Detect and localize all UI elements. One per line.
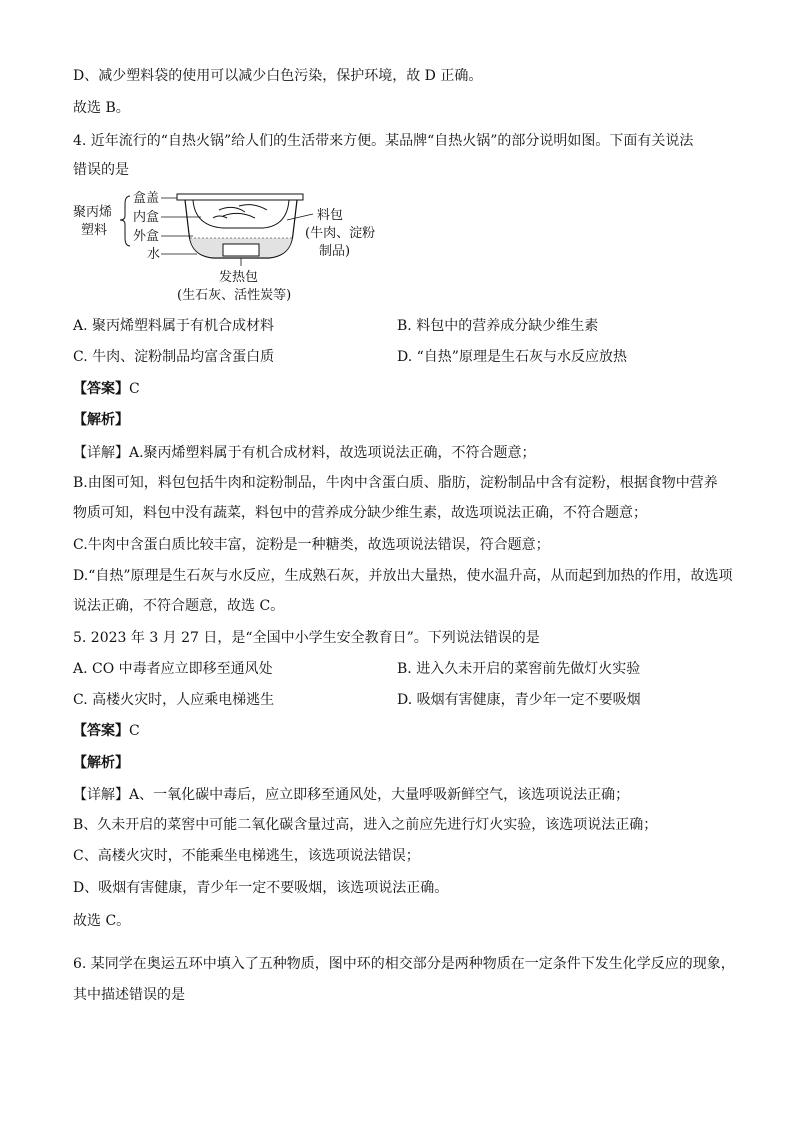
q4-detail-4: C.牛肉中含蛋白质比较丰富，淀粉是一种糖类，故选项说法错误，符合题意； — [73, 537, 550, 553]
answer-value: C — [129, 381, 140, 397]
q4-detail-3: 物质可知，料包中没有蔬菜，料包中的营养成分缺少维生素，故选项说法正确，不符合题意； — [73, 505, 647, 521]
q4-option-b: B. 料包中的营养成分缺少维生素 — [397, 318, 599, 334]
label-ingredient-content-2: 制品) — [319, 244, 351, 259]
label-plastic: 塑料 — [81, 223, 108, 238]
q4-detail-2: B.由图可知，料包包括牛肉和淀粉制品，牛肉中含蛋白质、脂肪，淀粉制品中含有淀粉，根据食物中营养 — [73, 475, 718, 491]
q4-stem-line-2: 错误的是 — [73, 162, 129, 178]
label-ingredient-pack: 料包 — [317, 208, 344, 223]
label-ingredient-content: (牛肉、淀粉 — [305, 226, 376, 241]
q4-option-d: D. “自热”原理是生石灰与水反应放热 — [397, 349, 627, 365]
q4-stem-line-1: 4. 近年流行的“自热火锅”给人们的生活带来方便。某品牌“自热火锅”的部分说明如图。下面有关说法 — [73, 133, 694, 149]
q5-analysis-label: 【解析】 — [73, 755, 129, 771]
q5-option-c: C. 高楼火灾时，人应乘电梯逃生 — [73, 692, 275, 708]
q5-stem: 5. 2023 年 3 月 27 日，是“全国中小学生安全教育日”。下列说法错误的是 — [73, 630, 540, 646]
q5-detail-3: C、高楼火灾时，不能乘坐电梯逃生，该选项说法错误； — [73, 848, 420, 864]
q4-option-a: A. 聚丙烯塑料属于有机合成材料 — [73, 318, 275, 334]
q5-choose: 故选 C。 — [73, 913, 131, 929]
q5-option-b: B. 进入久未开启的菜窖前先做灯火实验 — [397, 661, 641, 677]
label-lid: 盒盖 — [133, 191, 160, 206]
q4-analysis-label: 【解析】 — [73, 412, 129, 428]
q5-detail-4: D、吸烟有害健康，青少年一定不要吸烟，该选项说法正确。 — [73, 880, 449, 896]
label-heating-pack: 发热包 — [219, 270, 259, 285]
label-outer-box: 外盒 — [133, 229, 160, 244]
q6-stem-line-2: 其中描述错误的是 — [73, 987, 185, 1003]
label-water: 水 — [147, 247, 161, 262]
hotpot-figure — [73, 186, 376, 306]
q6-stem-line-1: 6. 某同学在奥运五环中填入了五种物质，图中环的相交部分是两种物质在一定条件下发生化学反应的现象， — [73, 956, 735, 972]
q5-option-a: A. CO 中毒者应立即移至通风处 — [73, 661, 273, 677]
line-intro-choose: 故选 B。 — [73, 100, 130, 116]
label-heating-pack-content: (生石灰、活性炭等) — [177, 288, 292, 303]
label-inner-box: 内盒 — [133, 210, 160, 225]
q4-detail-6: 说法正确，不符合题意，故选 C。 — [73, 598, 285, 614]
answer-label: 【答案】 — [73, 723, 129, 739]
q4-answer — [73, 379, 140, 399]
line-intro-d: D、减少塑料袋的使用可以减少白色污染，保护环境，故 D 正确。 — [73, 68, 483, 84]
q5-option-d: D. 吸烟有害健康，青少年一定不要吸烟 — [397, 692, 641, 708]
q5-detail-2: B、久未开启的菜窖中可能二氧化碳含量过高，进入之前应先进行灯火实验，该选项说法正确； — [73, 817, 658, 833]
label-polypropylene: 聚丙烯 — [73, 205, 113, 220]
q5-answer — [73, 721, 140, 741]
q4-option-c: C. 牛肉、淀粉制品均富含蛋白质 — [73, 349, 275, 365]
q5-detail-1: 【详解】A、一氧化碳中毒后，应立即移至通风处，大量呼吸新鲜空气，该选项说法正确； — [73, 787, 630, 803]
q4-detail-1: 【详解】A.聚丙烯塑料属于有机合成材料，故选项说法正确，不符合题意； — [73, 445, 536, 461]
q4-detail-5: D.“自热”原理是生石灰与水反应，生成熟石灰，并放出大量热，使水温升高，从而起到加热的作用，故选项 — [73, 568, 733, 584]
answer-label: 【答案】 — [73, 381, 129, 397]
answer-value: C — [129, 723, 140, 739]
